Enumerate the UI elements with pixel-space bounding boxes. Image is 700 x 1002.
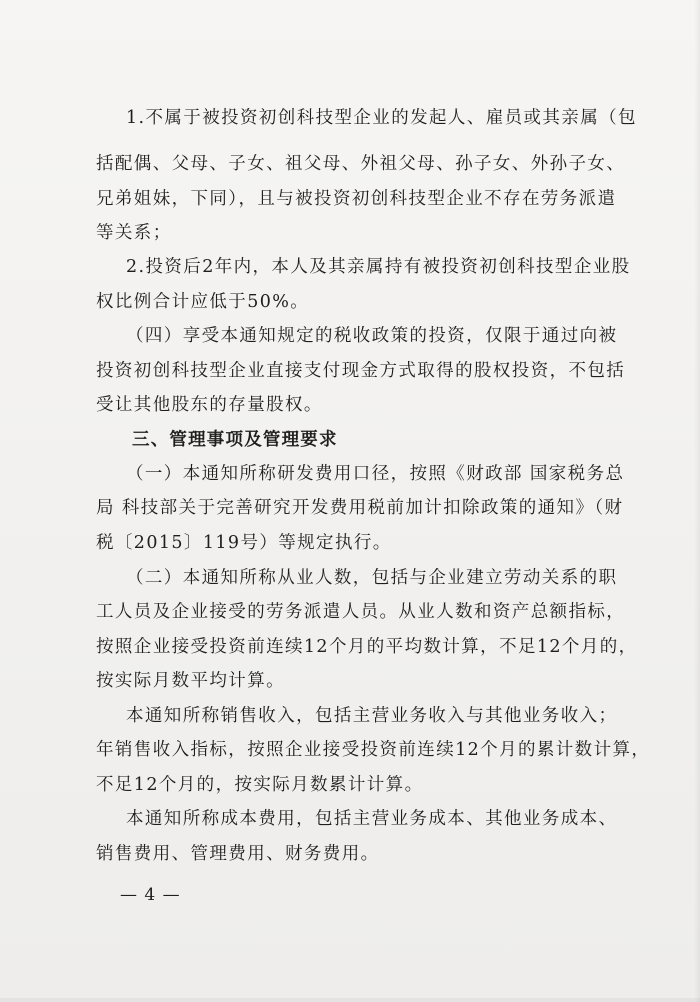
text-line: 受让其他股东的存量股权。 [96, 395, 323, 415]
text-line: 局 科技部关于完善研究开发费用税前加计扣除政策的通知》（财 [96, 498, 624, 518]
text-line: 不足12个月的，按实际月数累计计算。 [96, 775, 424, 795]
text-line: 年销售收入指标，按照企业接受投资前连续12个月的累计数计算， [96, 740, 651, 760]
text-line: 等关系； [96, 223, 172, 243]
text-line: （一）本通知所称研发费用口径，按照《财政部 国家税务总 [126, 464, 625, 484]
section-heading: 三、管理事项及管理要求 [132, 430, 338, 450]
page-number: — 4 — [120, 885, 181, 905]
text-line: （四）享受本通知规定的税收政策的投资，仅限于通过向被 [126, 326, 618, 346]
text-line: 兄弟姐妹，下同），且与被投资初创科技型企业不存在劳务派遣 [96, 189, 617, 209]
text-line: 工人员及企业接受的劳务派遣人员。从业人数和资产总额指标， [96, 602, 626, 622]
text-line: 2.投资后2年内，本人及其亲属持有被投资初创科技型企业股 [126, 257, 631, 277]
text-line: 按照企业接受投资前连续12个月的平均数计算，不足12个月的， [96, 637, 638, 657]
text-line: 本通知所称成本费用，包括主营业务成本、其他业务成本、 [126, 809, 618, 829]
text-line: 括配偶、父母、子女、祖父母、外祖父母、孙子女、外孙子女、 [96, 154, 626, 174]
scan-edge-shadow [694, 0, 700, 1002]
text-line: （二）本通知所称从业人数，包括与企业建立劳动关系的职 [126, 568, 618, 588]
text-line: 税〔2015〕119号）等规定执行。 [96, 533, 392, 553]
text-line: 权比例合计应低于50%。 [96, 292, 310, 312]
text-line: 投资初创科技型企业直接支付现金方式取得的股权投资，不包括 [96, 361, 626, 381]
text-line: 按实际月数平均计算。 [96, 671, 285, 691]
scan-edge-shadow [0, 998, 700, 1002]
text-line: 1.不属于被投资初创科技型企业的发起人、雇员或其亲属（包 [126, 108, 637, 128]
text-line: 销售费用、管理费用、财务费用。 [96, 844, 380, 864]
text-line: 本通知所称销售收入，包括主营业务收入与其他业务收入； [126, 706, 618, 726]
